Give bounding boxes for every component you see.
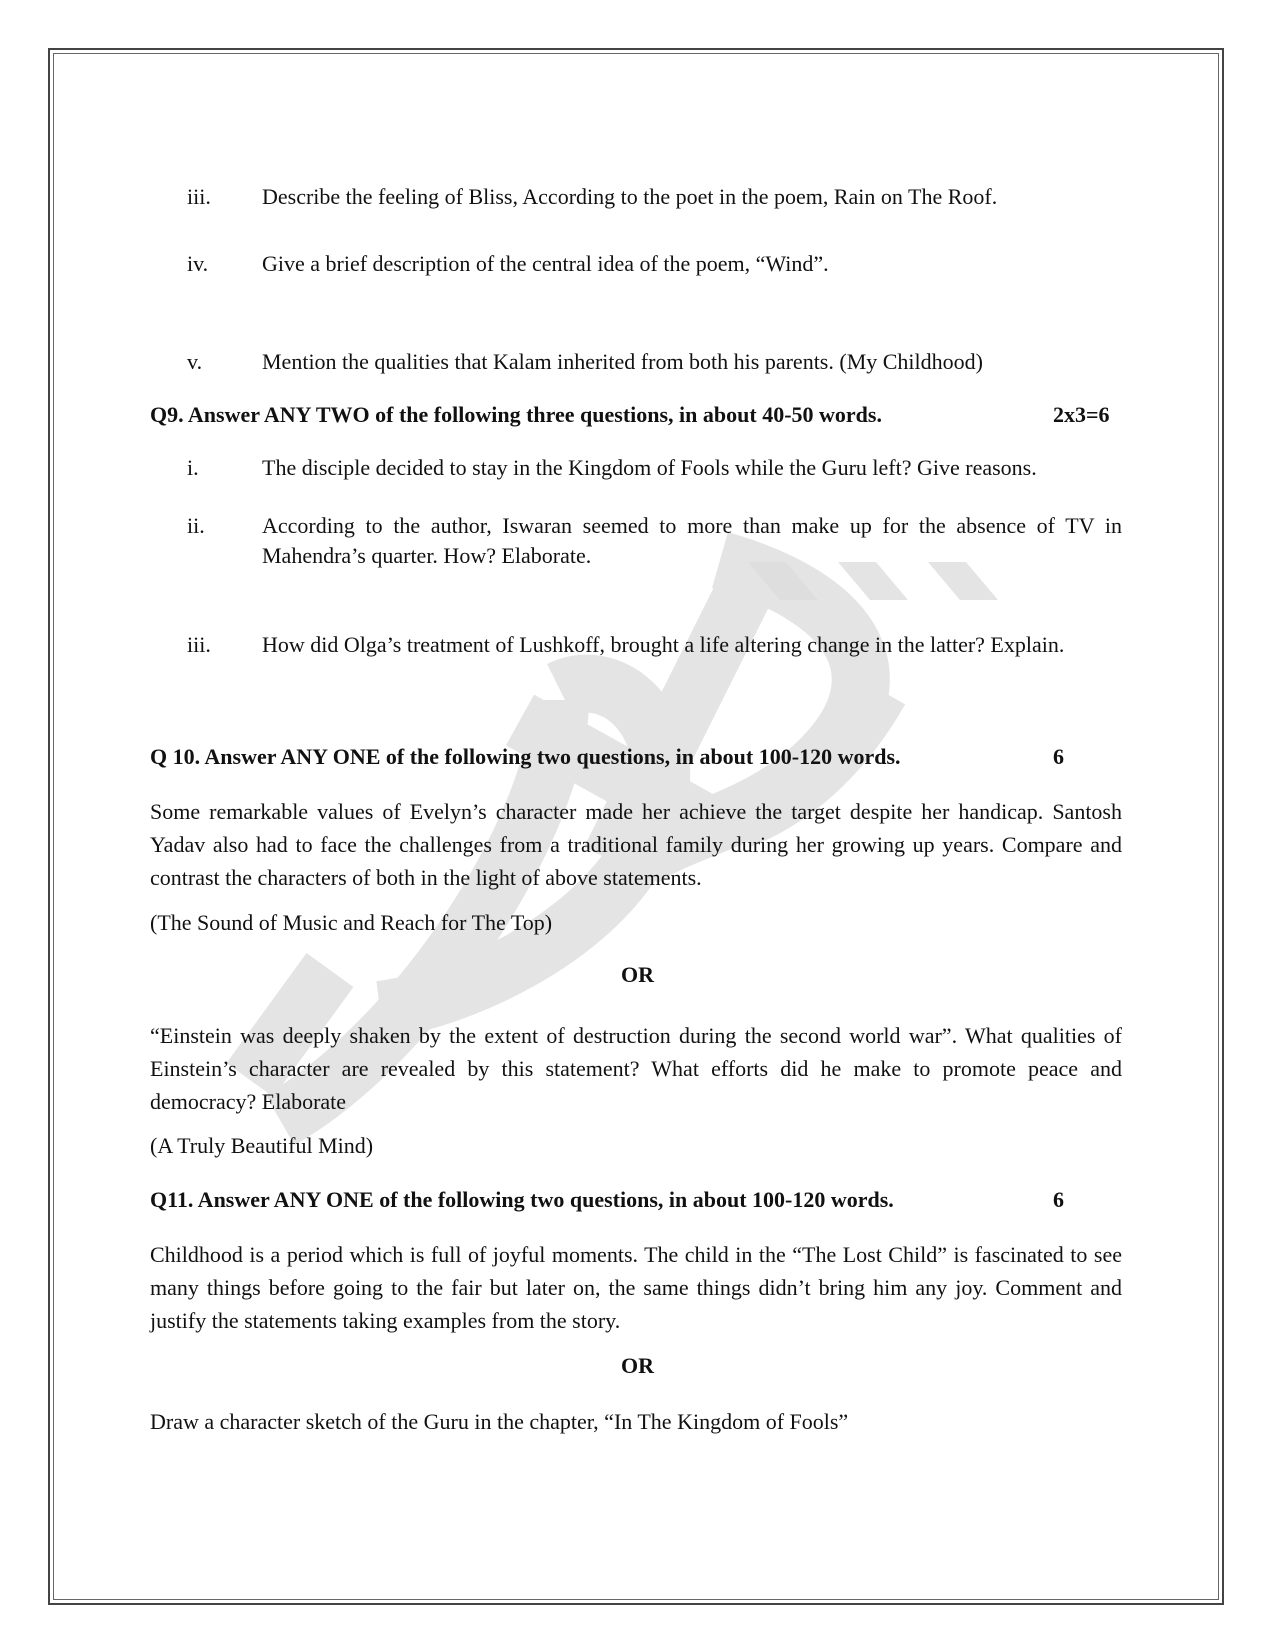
item-text: Mention the qualities that Kalam inherited from both his parents. (My Childhood) bbox=[262, 349, 983, 374]
question-heading-q9 bbox=[150, 400, 1110, 430]
heading-text: Q9. Answer ANY TWO of the following three questions, in about 40-50 words. bbox=[150, 402, 882, 427]
heading-text: Q 10. Answer ANY ONE of the following two questions, in about 100-120 words. bbox=[150, 744, 901, 769]
item-number: v. bbox=[187, 349, 203, 374]
or-separator: OR bbox=[621, 1353, 654, 1378]
item-number: ii. bbox=[187, 513, 205, 538]
item-text: According to the author, Iswaran seemed to more than make up for the absence of TV in Mahendra’s quarter. How? Elaborate. bbox=[262, 513, 1122, 568]
item-text: How did Olga’s treatment of Lushkoff, brought a life altering change in the latter? Explain. bbox=[262, 632, 1065, 657]
item-number: iv. bbox=[187, 251, 209, 276]
question-heading-q10 bbox=[150, 742, 1110, 772]
item-number: iii. bbox=[187, 632, 211, 657]
or-separator: OR bbox=[621, 962, 654, 987]
heading-text: Q11. Answer ANY ONE of the following two questions, in about 100-120 words. bbox=[150, 1187, 894, 1212]
item-text: Describe the feeling of Bliss, According to the poet in the poem, Rain on The Roof. bbox=[262, 184, 998, 209]
item-number: i. bbox=[187, 455, 199, 480]
source-reference: (A Truly Beautiful Mind) bbox=[150, 1133, 374, 1158]
answer-option: Draw a character sketch of the Guru in the chapter, “In The Kingdom of Fools” bbox=[150, 1409, 849, 1434]
answer-option: “Einstein was deeply shaken by the extent of destruction during the second world war”. What qualities of Einstein’s character are revealed by this statement? What efforts did he make to promote peace and democracy? Elaborate bbox=[150, 1023, 1122, 1114]
item-number: iii. bbox=[187, 184, 211, 209]
marks-label: 2x3=6 bbox=[1053, 402, 1110, 427]
marks-label: 6 bbox=[1053, 744, 1064, 769]
question-heading-q11 bbox=[150, 1185, 1110, 1215]
answer-option: Childhood is a period which is full of joyful moments. The child in the “The Lost Child” is fascinated to see many things before going to the fair but later on, the same things didn’t bring him any joy. Comment and justify the statements taking examples from the story. bbox=[150, 1242, 1122, 1333]
source-reference: (The Sound of Music and Reach for The Top) bbox=[150, 910, 553, 935]
item-text: The disciple decided to stay in the Kingdom of Fools while the Guru left? Give reasons. bbox=[262, 455, 1037, 480]
answer-option: Some remarkable values of Evelyn’s character made her achieve the target despite her handicap. Santosh Yadav also had to face the challenges from a traditional family during her growing up years. Compare and contrast the characters of both in the light of above statements. bbox=[150, 799, 1122, 890]
item-text: Give a brief description of the central idea of the poem, “Wind”. bbox=[262, 251, 829, 276]
marks-label: 6 bbox=[1053, 1187, 1064, 1212]
